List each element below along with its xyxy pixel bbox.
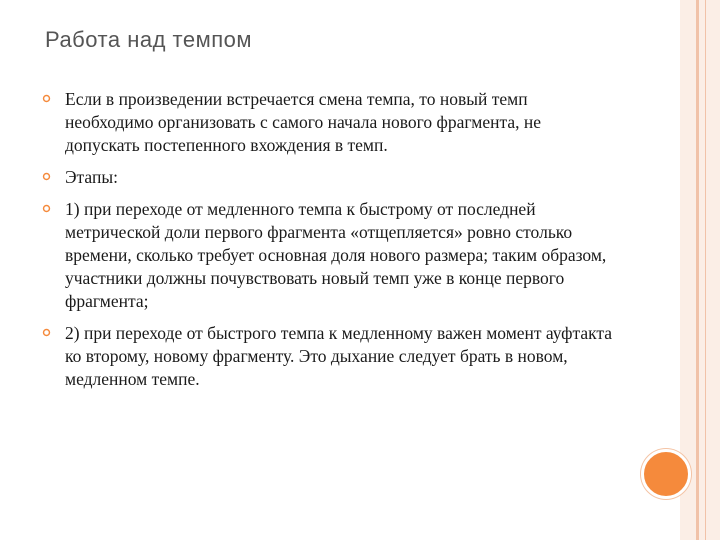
bullet-text: Этапы: <box>65 167 118 187</box>
bullet-item <box>42 322 617 391</box>
bullet-text: Если в произведении встречается смена темпа, то новый темп необходимо организовать с самого начала нового фрагмента, не допускать постепенного вхождения в темп. <box>65 89 542 155</box>
bullet-text: 1) при переходе от медленного темпа к быстрому от последней метрической доли первого фрагмента «отщепляется» ровно столько времени, сколько требует основная доля нового размера; таким образом, участники должны почувствовать новый темп уже в конце первого фрагмента; <box>65 199 607 311</box>
circle-bullet-icon <box>42 328 51 337</box>
orange-circle-decoration <box>641 449 691 499</box>
bullet-text: 2) при переходе от быстрого темпа к медленному важен момент ауфтакта ко второму, новому фрагменту. Это дыхание следует брать в новом, медленном темпе. <box>65 323 612 389</box>
circle-bullet-icon <box>42 94 51 103</box>
bullet-item <box>42 166 617 189</box>
right-border-line-thin <box>705 0 706 540</box>
bullet-list <box>42 88 617 397</box>
circle-bullet-icon <box>42 204 51 213</box>
circle-bullet-icon <box>42 172 51 181</box>
right-border-line <box>696 0 699 540</box>
bullet-item <box>42 88 617 157</box>
slide-title: Работа над темпом <box>45 27 253 52</box>
bullet-item <box>42 198 617 313</box>
